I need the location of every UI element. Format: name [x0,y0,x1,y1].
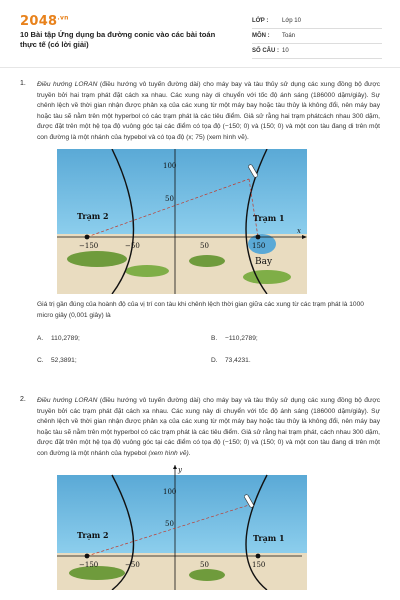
tick-label-y: 50 [165,195,174,203]
tick-label-x: 50 [200,561,209,569]
meta-row-subject [252,29,382,44]
station-2-label: Trạm 2 [77,530,109,540]
site-logo[interactable]: $2048^{.vn}$ [20,14,69,29]
question-text: Điều hướng LORAN (điều hướng vô tuyến đường dài) cho máy bay và tàu thủy sử dụng các xung đồng bộ được truyền bởi hai trạm phát đặt cách xa nhau. Các xung này di chuyển với tốc độ ánh sáng (186000 dặm/giây). Sự chênh lệch về thời gian nhận được phản xạ của các xung từ một máy bay hoặc tàu thủy là không đổi, nên máy bay hoặc tàu sẽ nằm trên một hyperbol có các trạm phát là các tiêu điểm. Giả sử rằng hai trạm phátcách nhau 300 dặm, được đặt trên một hệ tọa độ vuông góc tại các điểm có tọa độ (−150; 0) và (150; 0) và một con tàu đang di trên một con đường là một nhánh của hypebol và có tọa độ (x; 75) (xem hình vẽ). [37,81,380,141]
tick-label-x: −150 [79,561,99,569]
meta-row-count [252,44,382,59]
loran-figure [57,149,307,294]
question-2 [20,396,380,590]
meta-table [252,14,382,59]
page-header [0,0,400,68]
y-axis-arrow [173,465,177,469]
question-number: 2. [20,396,26,403]
question-number: 1. [20,80,26,87]
choice-c[interactable]: C. 52,3891; [37,357,77,364]
station-1-point [256,554,261,559]
bay-label: Bay [255,257,273,267]
sea-area [57,149,307,239]
tick-label-y: 50 [165,520,174,528]
meta-value: Toán [282,33,296,39]
answer-choices [37,329,380,377]
tick-label-x: −150 [79,242,99,250]
sea-area [57,475,307,557]
meta-key: SỐ CÂU : [252,48,279,54]
station-2-label: Trạm 2 [77,211,109,221]
tick-label-y: 100 [163,488,177,496]
choice-a[interactable]: A. 110,2789; [37,335,80,342]
tick-label-x: 150 [252,561,266,569]
tree-cluster [189,255,225,267]
tick-label-x: 50 [200,242,209,250]
station-1-label: Trạm 1 [253,213,285,223]
station-2-point [85,554,90,559]
loran-diagram [57,149,307,294]
tick-label-y: 100 [163,162,177,170]
station-2-point [85,235,90,240]
document-title: 10 Bài tập Ứng dụng ba đường conic vào các bài toán thực tế (có lời giải) [20,30,216,49]
tick-label-x: −50 [125,242,140,250]
meta-row-class [252,14,382,29]
meta-value: Lớp 10 [282,18,301,24]
choice-d[interactable]: D. 73,4231. [211,357,251,364]
meta-key: LỚP : [252,18,269,24]
x-axis-label: x [297,227,301,235]
tree-cluster [189,569,225,581]
choice-b[interactable]: B. −110,2789; [211,335,258,342]
tick-label-x: 150 [252,242,266,250]
tree-cluster [67,251,127,267]
meta-key: MÔN : [252,33,270,39]
question-prompt: Giá trị gần đúng của hoành độ của vị trí con tàu khi chênh lệch thời gian giữa các xung từ các trạm phát là 1000 micro giây (0,001 giây) là [37,301,364,319]
station-1-label: Trạm 1 [253,533,285,543]
tick-label-x: −50 [125,561,140,569]
y-axis-label: y [178,466,182,474]
tree-cluster [125,265,169,277]
station-1-point [256,235,261,240]
tree-cluster [243,270,291,284]
meta-value: 10 [282,48,289,54]
loran-figure-2 [57,465,307,590]
loran-diagram [57,465,307,590]
question-1 [20,80,380,377]
question-text: Điều hướng LORAN (điều hướng vô tuyến đường dài) cho máy bay và tàu thủy sử dụng các xung đồng bộ được truyền bởi các trạm phát đặt cách xa nhau. Các xung này di chuyển với tốc độ ánh sáng (186000 dặm/giây). Sự chênh lệch về thời gian nhận được phản xạ của các xung từ một máy bay hoặc tàu thủy là không đổi, nên máy bay hoặc tàu sẽ nằm trên một hyperbol có các trạm phát là các tiêu điểm. Giả sử rằng hai trạm phát, cách nhau 300 dặm, được đặt trên một hệ tọa độ vuông góc tại các điểm có tọa độ (−150; 0) và (150; 0) và một con tàu đang di trên một con đường là một nhánh của hypebol (xem hình vẽ). [37,397,380,457]
